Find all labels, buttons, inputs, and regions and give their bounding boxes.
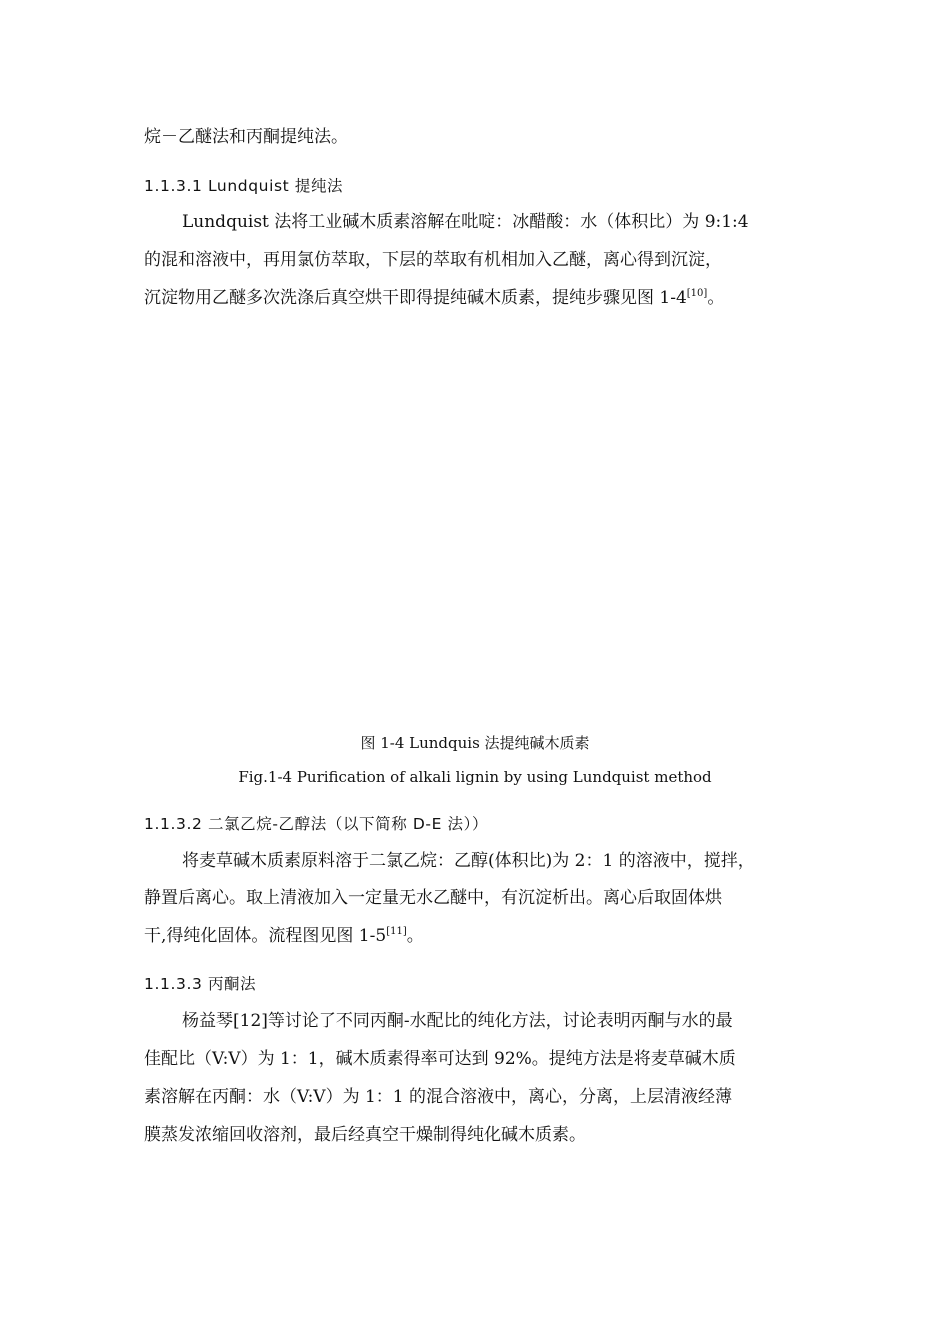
paragraph-line: 膜蒸发浓缩回收溶剂，最后经真空干燥制得纯化碱木质素。 — [144, 1125, 586, 1145]
paragraph-line: 的混和溶液中，再用氯仿萃取，下层的萃取有机相加入乙醚，离心得到沉淀， — [144, 250, 722, 270]
citation-ref: [11] — [386, 926, 407, 937]
paragraph-text: 干,得纯化固体。流程图见图 1-5 — [144, 926, 387, 946]
paragraph-line: 佳配比（V:V）为 1：1，碱木质素得率可达到 92%。提纯方法是将麦草碱木质 — [144, 1049, 736, 1069]
paragraph-line: 静置后离心。取上清液加入一定量无水乙醚中，有沉淀析出。离心后取固体烘 — [144, 888, 722, 908]
paragraph-line-with-citation — [144, 924, 424, 948]
paragraph-line: Lundquist 法将工业碱木质素溶解在吡啶：冰醋酸：水（体积比）为 9:1:4 — [182, 212, 749, 232]
citation-ref: [10] — [686, 288, 708, 299]
figure-placeholder — [144, 330, 806, 720]
sentence-end: 。 — [707, 288, 725, 308]
figure-caption-english: Fig.1-4 Purification of alkali lignin by using Lundquist method — [238, 768, 712, 786]
paragraph-line: 杨益琴[12]等讨论了不同丙酮-水配比的纯化方法，讨论表明丙酮与水的最 — [182, 1011, 733, 1031]
intro-text-line: 烷－乙醚法和丙酮提纯法。 — [144, 127, 348, 147]
sentence-end: 。 — [406, 926, 424, 946]
section-heading-1-1-3-3: 1.1.3.3 丙酮法 — [144, 975, 257, 993]
figure-caption-chinese: 图 1-4 Lundquis 法提纯碱木质素 — [360, 734, 590, 752]
section-heading-1-1-3-2: 1.1.3.2 二氯乙烷-乙醇法（以下简称 D-E 法）） — [144, 815, 489, 833]
section-heading-1-1-3-1: 1.1.3.1 Lundquist 提纯法 — [144, 177, 344, 195]
paragraph-line-with-citation — [144, 286, 724, 310]
paragraph-text: 沉淀物用乙醚多次洗涤后真空烘干即得提纯碱木质素，提纯步骤见图 1-4 — [144, 288, 687, 308]
paragraph-line: 将麦草碱木质素原料溶于二氯乙烷：乙醇(体积比)为 2：1 的溶液中，搅拌， — [182, 851, 755, 871]
paragraph-line: 素溶解在丙酮：水（V:V）为 1：1 的混合溶液中，离心，分离，上层清液经薄 — [144, 1087, 733, 1107]
